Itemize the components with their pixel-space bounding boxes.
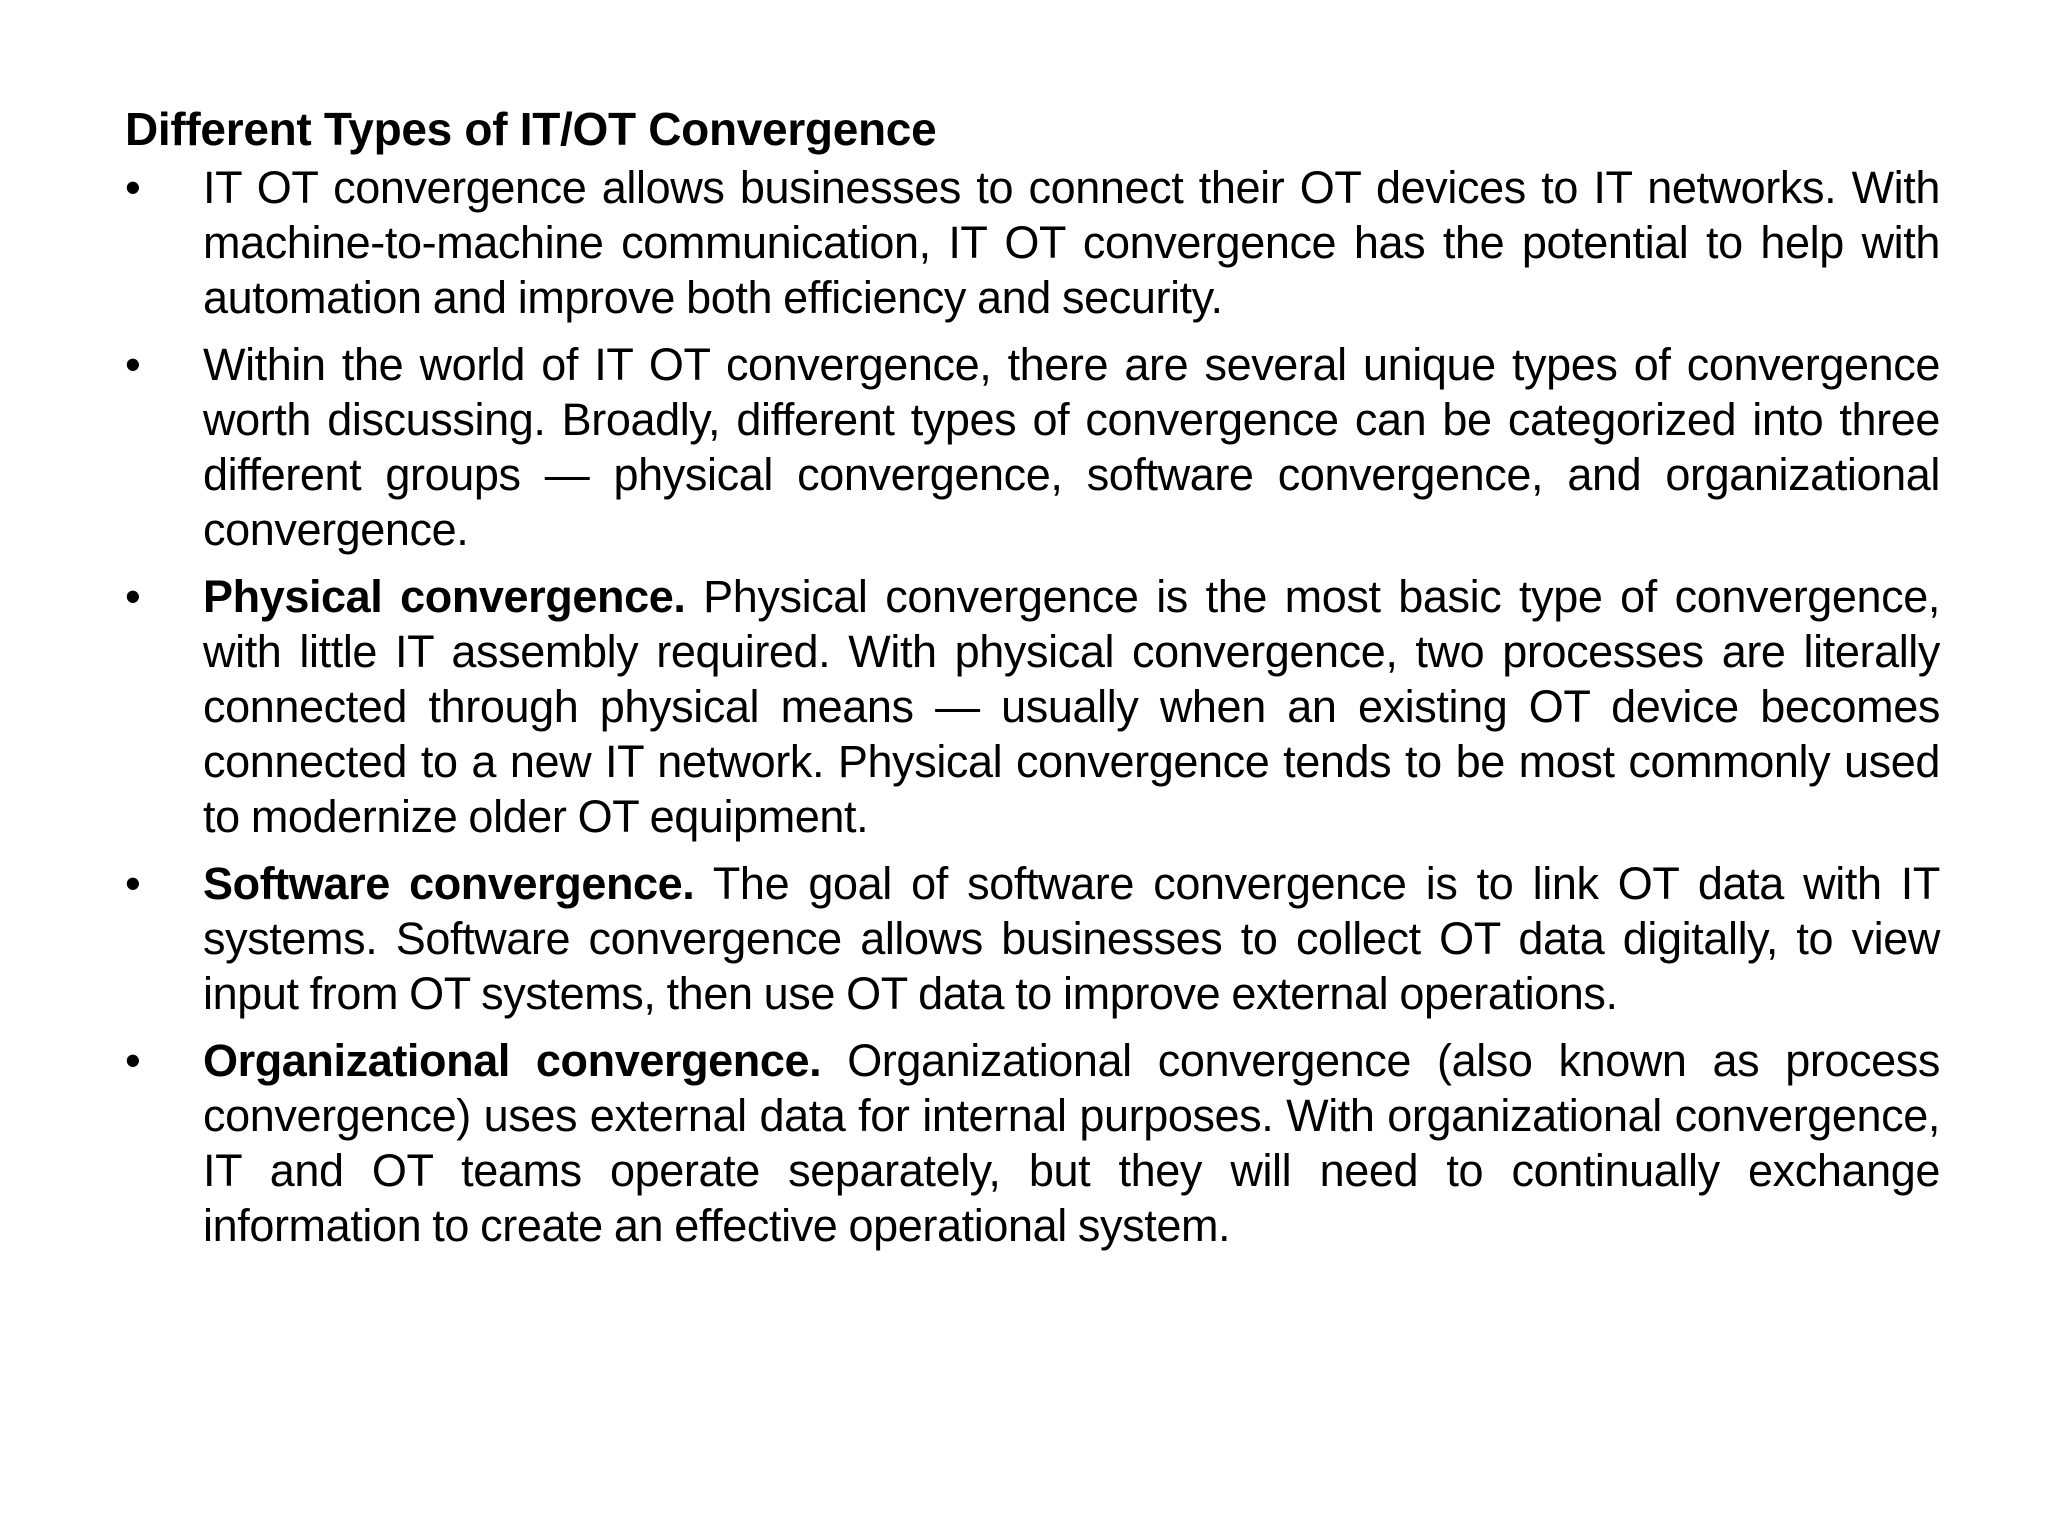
bullet-item-physical-convergence <box>125 569 1940 844</box>
bullet-icon: • <box>125 571 141 622</box>
bullet-icon: • <box>125 339 141 390</box>
bullet-lead: Physical convergence. <box>203 571 686 622</box>
bullet-item-intro <box>125 160 1940 325</box>
bullet-text: Physical convergence is the most basic type of convergence, with little IT assembly required. With physical convergence, two processes are literally connected through physical means — usually when an existing OT device becomes connected to a new IT network. Physical convergence tends to be most commonly used to modernize older OT equipment. <box>203 571 1940 842</box>
bullet-text: IT OT convergence allows businesses to connect their OT devices to IT networks. With machine-to-machine communication, IT OT convergence has the potential to help with automation and improve both efficiency and security. <box>203 162 1940 323</box>
bullet-lead: Software convergence. <box>203 858 695 909</box>
bullet-item-types-overview <box>125 337 1940 557</box>
bullet-text: Within the world of IT OT convergence, there are several unique types of convergence worth discussing. Broadly, different types of convergence can be categorized into three different groups — physical convergence, software convergence, and organizational convergence. <box>203 339 1940 555</box>
slide-title: Different Types of IT/OT Convergence <box>125 103 937 155</box>
bullet-icon: • <box>125 858 141 909</box>
bullet-text: The goal of software convergence is to link OT data with IT systems. Software convergence allows businesses to collect OT data digitally, to view input from OT systems, then use OT data to improve external operations. <box>203 858 1940 1019</box>
bullet-icon: • <box>125 1035 141 1086</box>
bullet-list <box>125 160 1940 1253</box>
bullet-item-organizational-convergence <box>125 1033 1940 1253</box>
bullet-text: Organizational convergence (also known as process convergence) uses external data for internal purposes. With organizational convergence, IT and OT teams operate separately, but they will need to continually exchange information to create an effective operational system. <box>203 1035 1940 1251</box>
bullet-icon: • <box>125 162 141 213</box>
bullet-item-software-convergence <box>125 856 1940 1021</box>
bullet-lead: Organizational convergence. <box>203 1035 822 1086</box>
slide-content <box>125 100 1940 1265</box>
